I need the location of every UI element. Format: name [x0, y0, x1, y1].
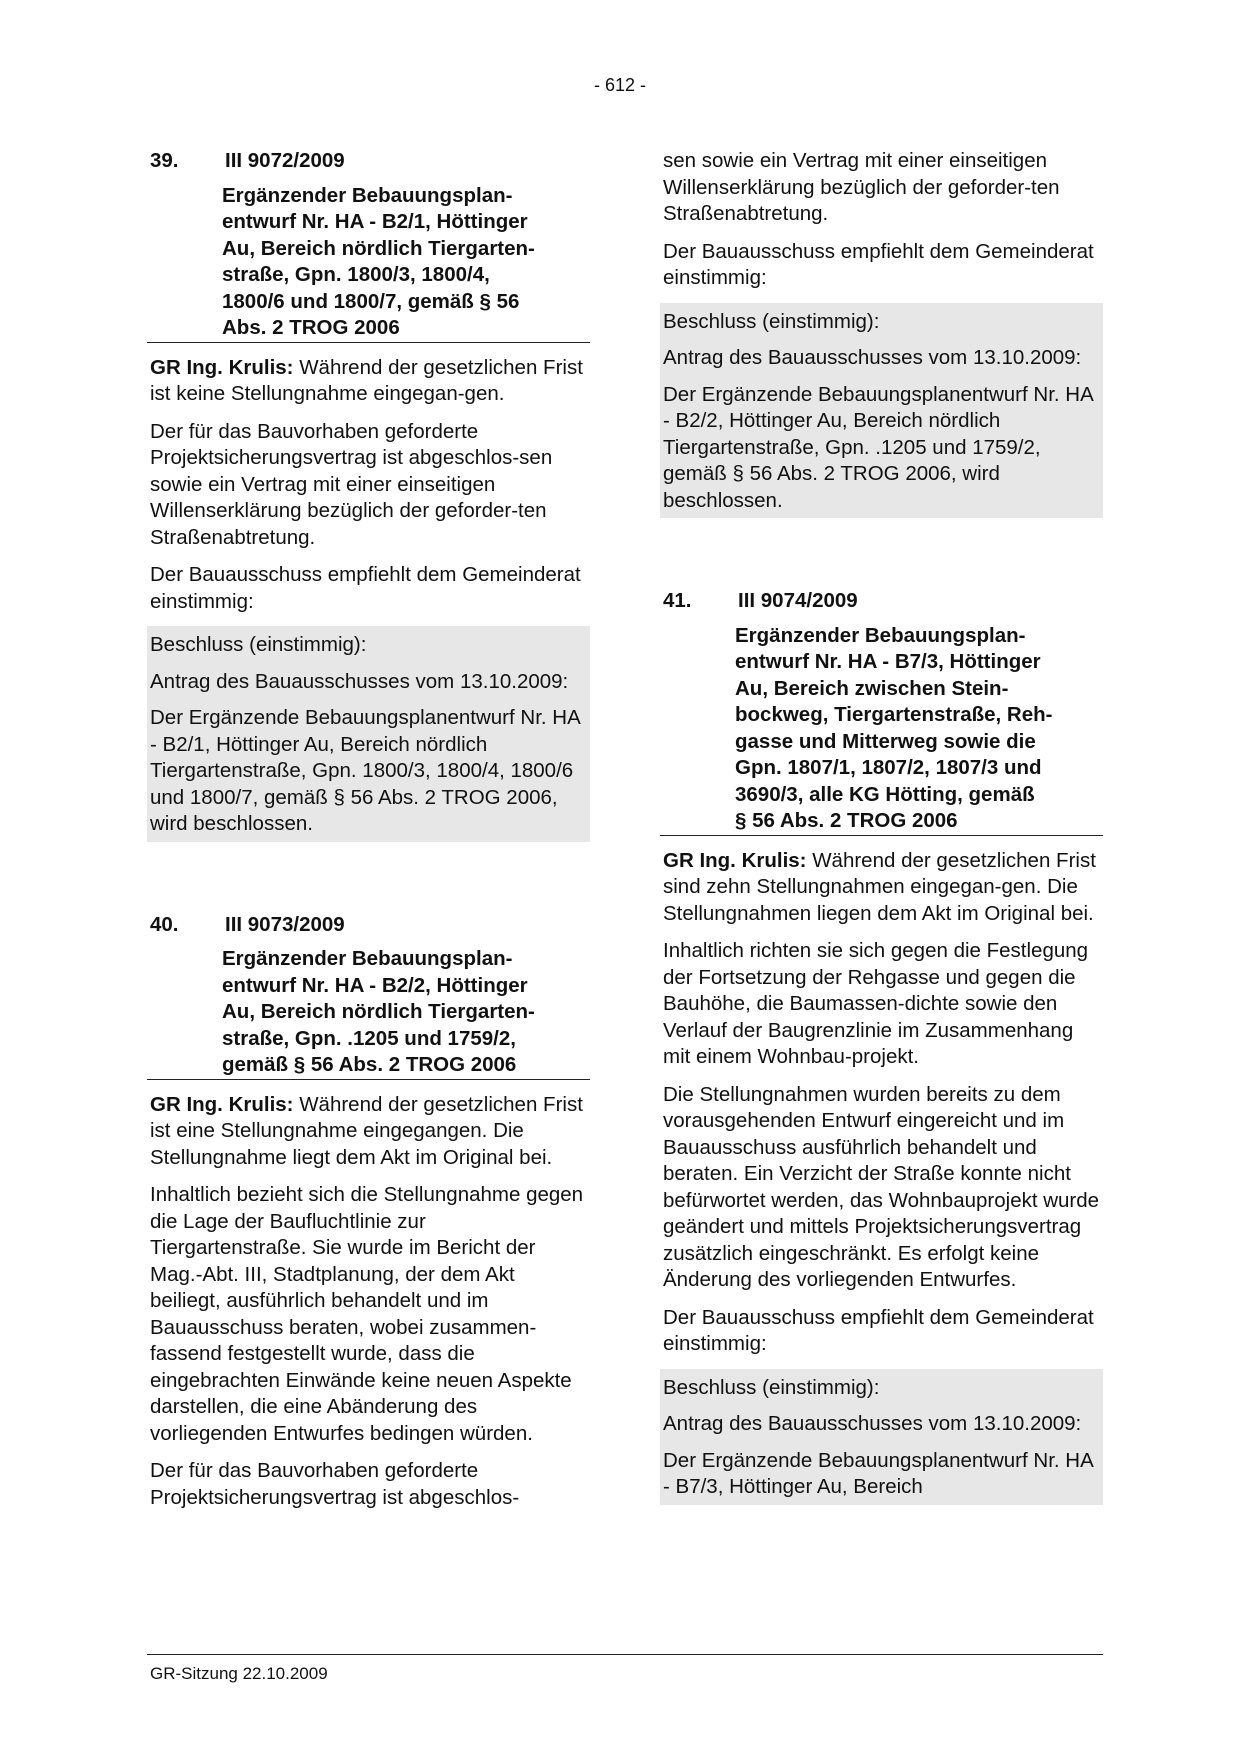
agenda-item-39-header: [147, 148, 590, 175]
title-line: Au, Bereich nördlich Tiergarten-: [222, 1000, 535, 1023]
resolution-text: Der Ergänzende Bebauungsplanentwurf Nr. HA - B2/1, Höttinger Au, Bereich nördlich Tiergartenstraße, Gpn. 1800/3, 1800/4, 1800/6 und 1800/7, gemäß § 56 Abs. 2 TROG 2006, wird beschlossen.: [150, 706, 580, 835]
title-line: Ergänzender Bebauungsplan-: [222, 947, 513, 970]
speaker-name: GR Ing. Krulis:: [663, 848, 807, 872]
title-line: Gpn. 1807/1, 1807/2, 1807/3 und: [735, 756, 1042, 779]
resolution-motion: Antrag des Bauausschusses vom 13.10.2009:: [663, 1412, 1082, 1435]
page-number: - 612 -: [593, 75, 647, 95]
speaker-statement: [660, 848, 1103, 928]
statement-text: Während der gesetzlichen Frist sind zehn Stellungnahmen eingegan-gen. Die Stellungnahmen liegen dem Akt im Original bei.: [663, 848, 1096, 925]
item-reference: III 9073/2009: [225, 912, 345, 936]
resolution-box: [147, 626, 590, 842]
resolution-box: [660, 303, 1103, 519]
right-column: [660, 148, 1103, 1515]
title-line: 3690/3, alle KG Hötting, gemäß: [735, 782, 1035, 806]
resolution-box: [660, 1369, 1103, 1505]
paragraph: Der für das Bauvorhaben geforderte Projektsicherungsvertrag ist abgeschlos-: [150, 1459, 520, 1509]
title-line: straße, Gpn. 1800/3, 1800/4,: [222, 263, 490, 286]
paragraph: Der Bauausschuss empfiehlt dem Gemeinderat einstimmig:: [663, 239, 1094, 289]
paragraph: Die Stellungnahmen wurden bereits zu dem vorausgehenden Entwurf eingereicht und im Bauausschuss ausführlich behandelt und beraten. Ein Verzicht der Straße konnte nicht befürwortet werden, das Wohnbauprojekt wurde geändert und mittels Projektsicherungsvertrag zusätzlich eingeschränkt. Es erfolgt keine Änderung des vorliegenden Entwurfes.: [663, 1082, 1100, 1291]
resolution-motion: Antrag des Bauausschusses vom 13.10.2009:: [663, 346, 1082, 369]
paragraph: Der für das Bauvorhaben geforderte Projektsicherungsvertrag ist abgeschlos-sen sowie ein Vertrag mit einer einseitigen Willenserklärung bezüglich der geforder-ten Straßenabtretung.: [150, 419, 553, 549]
title-line: straße, Gpn. .1205 und 1759/2,: [222, 1026, 516, 1050]
statement-text: Während der gesetzlichen Frist ist keine Stellungnahme eingegan-gen.: [150, 355, 583, 405]
title-line: Ergänzender Bebauungsplan-: [735, 623, 1026, 647]
item-reference: III 9072/2009: [225, 149, 345, 172]
item-reference: III 9074/2009: [738, 589, 858, 612]
paragraph: sen sowie ein Vertrag mit einer einseitigen Willenserklärung bezüglich der geforder-ten Straßenabtretung.: [663, 149, 1060, 225]
title-line: Abs. 2 TROG 2006: [222, 316, 400, 339]
item-number: 40.: [150, 912, 179, 936]
resolution-heading: Beschluss (einstimmig):: [663, 309, 880, 333]
resolution-text: Der Ergänzende Bebauungsplanentwurf Nr. HA - B7/3, Höttinger Au, Bereich: [663, 1448, 1093, 1498]
title-line: bockweg, Tiergartenstraße, Reh-: [735, 703, 1053, 726]
title-line: entwurf Nr. HA - B7/3, Höttinger: [735, 650, 1041, 673]
paragraph: Inhaltlich richten sie sich gegen die Festlegung der Fortsetzung der Rehgasse und gegen die Bauhöhe, die Baumassen-dichte sowie den Verlauf der Baugrenzlinie im Zusammenhang mit einem Wohnbau-projekt.: [663, 939, 1089, 1068]
title-line: Au, Bereich nördlich Tiergarten-: [222, 236, 535, 260]
title-line: entwurf Nr. HA - B2/2, Höttinger: [222, 973, 528, 997]
speaker-statement: [147, 355, 590, 408]
speaker-name: GR Ing. Krulis:: [150, 355, 294, 379]
title-line: gemäß § 56 Abs. 2 TROG 2006: [222, 1053, 517, 1076]
item-number: 41.: [663, 589, 692, 612]
paragraph: Der Bauausschuss empfiehlt dem Gemeinderat einstimmig:: [150, 563, 581, 613]
agenda-item-39-title: [147, 183, 590, 343]
footer-divider: [147, 1654, 1103, 1655]
paragraph: Der Bauausschuss empfiehlt dem Gemeinderat einstimmig:: [663, 1305, 1094, 1355]
agenda-item-40-title: [147, 946, 590, 1080]
resolution-heading: Beschluss (einstimmig):: [663, 1375, 880, 1399]
title-line: gasse und Mitterweg sowie die: [735, 729, 1036, 753]
title-line: 1800/6 und 1800/7, gemäß § 56: [222, 289, 520, 313]
title-line: Au, Bereich zwischen Stein-: [735, 676, 1009, 700]
resolution-heading: Beschluss (einstimmig):: [150, 633, 367, 656]
footer-session-date: GR-Sitzung 22.10.2009: [150, 1664, 328, 1683]
agenda-item-40-header: [147, 912, 590, 939]
paragraph: Inhaltlich bezieht sich die Stellungnahme gegen die Lage der Baufluchtlinie zur Tiergartenstraße. Sie wurde im Bericht der Mag.-Abt. III, Stadtplanung, der dem Akt beiliegt, ausführlich behandelt und im Bauausschuss beraten, wobei zusammen-fassend festgestellt wurde, dass die eingebrachten Einwände keine neuen Aspekte darstellen, die eine Abänderung des vorliegenden Entwurfes bedingen würden.: [150, 1183, 584, 1445]
title-line: Ergänzender Bebauungsplan-: [222, 183, 513, 207]
agenda-item-41-title: [660, 623, 1103, 836]
item-number: 39.: [150, 149, 179, 172]
agenda-item-41-header: [660, 588, 1103, 615]
resolution-motion: Antrag des Bauausschusses vom 13.10.2009:: [150, 669, 569, 693]
speaker-statement: [147, 1092, 590, 1172]
left-column: [147, 148, 590, 1522]
statement-text: Während der gesetzlichen Frist ist eine Stellungnahme eingegangen. Die Stellungnahme liegt dem Akt im Original bei.: [150, 1092, 583, 1169]
title-line: § 56 Abs. 2 TROG 2006: [735, 809, 958, 832]
resolution-text: Der Ergänzende Bebauungsplanentwurf Nr. HA - B2/2, Höttinger Au, Bereich nördlich Tiergartenstraße, Gpn. .1205 und 1759/2, gemäß § 56 Abs. 2 TROG 2006, wird beschlossen.: [663, 382, 1093, 512]
speaker-name: GR Ing. Krulis:: [150, 1092, 294, 1116]
title-line: entwurf Nr. HA - B2/1, Höttinger: [222, 210, 528, 233]
